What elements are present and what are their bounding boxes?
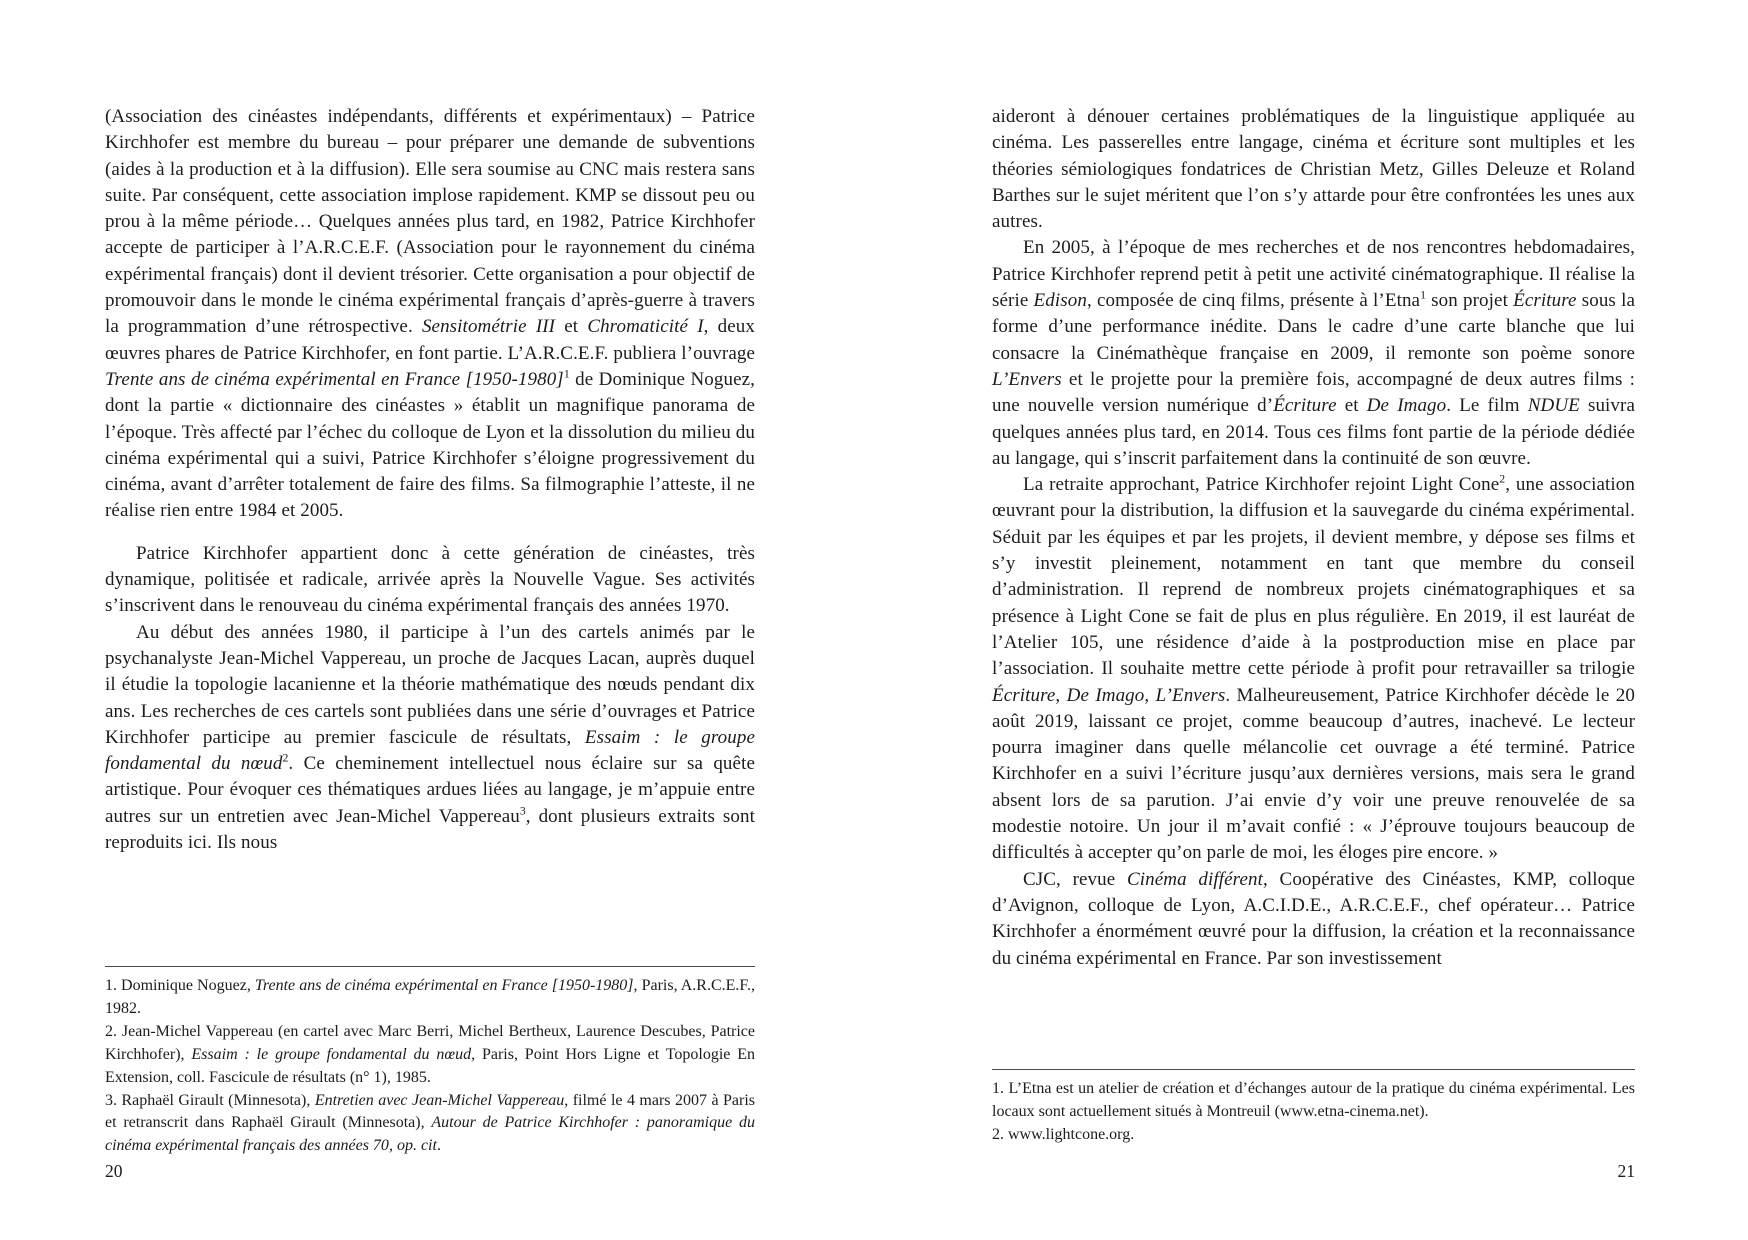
footnote: 3. Raphaël Girault (Minnesota), Entretien avec Jean-Michel Vappereau, filmé le 4 mars 2007 à Paris et retranscrit dans Raphaël Girault (Minnesota), Autour de Patrice Kirchhofer : panoramique du cinéma expérimental français des années 70, op. cit.: [105, 1091, 756, 1155]
page-number-left: 20: [105, 1161, 123, 1181]
paragraph: CJC, revue Cinéma différent, Coopérative des Cinéastes, KMP, colloque d’Avignon, colloque de Lyon, A.C.I.D.E., A.R.C.E.F., chef opérateur… Patrice Kirchhofer a énormément œuvré pour la diffusion, la création et la reconnaissance du cinéma expérimental en France. Par son investissement: [992, 868, 1635, 969]
paragraph: Patrice Kirchhofer appartient donc à cette génération de cinéastes, très dynamique, politisée et radicale, arrivée après la Nouvelle Vague. Ses activités s’inscrivent dans le renouveau du cinéma expérimental français des années 1970.: [105, 542, 755, 617]
paragraph: La retraite approchant, Patrice Kirchhofer rejoint Light Cone$^2$, une association œuvrant pour la distribution, la diffusion et la sauvegarde du cinéma expérimental. Séduit par les équipes et par les projets, il devient membre, y dépose ses films et s’y investit pleinement, notamment en tant que membre du conseil d’administration. Il reprend de nombreux projets cinématographiques et sa présence à Light Cone se fait de plus en plus régulière. En 2019, il est lauréat de l’Atelier 105, une résidence d’aide à la postproduction mise en place par l’association. Il souhaite mettre cette période à profit pour retravailler sa trilogie Écriture, De Imago, L’Envers. Malheureusement, Patrice Kirchhofer décède le 20 août 2019, laissant ce projet, comme beaucoup d’autres, inachevé. Le lecteur pourra imaginer dans quelle mélancolie cet ouvrage a été terminé. Patrice Kirchhofer en a suivi l’écriture jusqu’aux dernières versions, mais sera le grand absent lors de sa parution. J’ai envie d’y voir une preuve renouvelée de sa modestie notoire. Un jour il m’avait confié : « J’éprouve toujours beaucoup de difficultés à accepter qu’on parle de moi, les éloges pire encore. »: [992, 472, 1635, 864]
footnote-rule: [992, 1069, 1635, 1070]
footnote: 1. Dominique Noguez, Trente ans de cinéma expérimental en France [1950-1980], Paris, A.R.C.E.F., 1982.: [105, 977, 756, 1017]
footnote: 2. www.lightcone.org.: [992, 1125, 1135, 1143]
page-left-footnotes: [105, 966, 755, 1158]
footnote: 2. Jean-Michel Vappereau (en cartel avec Marc Berri, Michel Bertheux, Laurence Descubes, Patrice Kirchhofer), Essaim : le groupe fondamental du nœud, Paris, Point Hors Ligne et Topologie En Extension, coll. Fascicule de résultats (n° 1), 1985.: [105, 1022, 756, 1086]
page-left-body: [105, 104, 755, 856]
paragraph: aideront à dénouer certaines problématiques de la linguistique appliquée au cinéma. Les passerelles entre langage, cinéma et écriture sont multiples et les théories sémiologiques fondatrices de Christian Metz, Gilles Deleuze et Roland Barthes sur le sujet méritent que l’on s’y attarde pour être confrontées les unes aux autres.: [992, 106, 1635, 233]
paragraph: En 2005, à l’époque de mes recherches et de nos rencontres hebdomadaires, Patrice Kirchhofer reprend petit à petit une activité cinématographique. Il réalise la série Edison, composée de cinq films, présente à l’Etna$^1$ son projet Écriture sous la forme d’une performance inédite. Dans le cadre d’une carte blanche que lui consacre la Cinémathèque française en 2009, il remonte son poème sonore L’Envers et le projette pour la première fois, accompagné de deux autres films : une nouvelle version numérique d’Écriture et De Imago. Le film NDUE suivra quelques années plus tard, en 2014. Tous ces films font partie de la période dédiée au langage, qui s’inscrit parfaitement dans la continuité de son œuvre.: [992, 237, 1635, 469]
footnote-rule: [105, 966, 755, 967]
paragraph: Au début des années 1980, il participe à l’un des cartels animés par le psychanalyste Jean-Michel Vappereau, un proche de Jacques Lacan, auprès duquel il étudie la topologie lacanienne et la théorie mathématique des nœuds pendant dix ans. Les recherches de ces cartels sont publiées dans une série d’ouvrages et Patrice Kirchhofer participe au premier fascicule de résultats, Essaim : le groupe fondamental du nœud$^2$. Ce cheminement intellectuel nous éclaire sur sa quête artistique. Pour évoquer ces thématiques ardues liées au langage, je m’appuie entre autres sur un entretien avec Jean-Michel Vappereau$^3$, dont plusieurs extraits sont reproduits ici. Ils nous: [105, 621, 756, 854]
page-right-body: [992, 104, 1635, 972]
footnote: 1. L’Etna est un atelier de création et d’échanges autour de la pratique du cinéma expérimental. Les locaux sont actuellement situés à Montreuil (www.etna-cinema.net).: [992, 1080, 1635, 1120]
page-right-footnotes: [992, 1069, 1635, 1147]
paragraph: (Association des cinéastes indépendants, différents et expérimentaux) – Patrice Kirchhofer est membre du bureau – pour préparer une demande de subventions (aides à la production et à la diffusion). Elle sera soumise au CNC mais restera sans suite. Par conséquent, cette association implose rapidement. KMP se dissout peu ou prou à la même période… Quelques années plus tard, en 1982, Patrice Kirchhofer accepte de participer à l’A.R.C.E.F. (Association pour le rayonnement du cinéma expérimental français) dont il devient trésorier. Cette organisation a pour objectif de promouvoir dans le monde le cinéma expérimental français d’après-guerre à travers la programmation d’une rétrospective. Sensitométrie III et Chromaticité I, deux œuvres phares de Patrice Kirchhofer, en font partie. L’A.R.C.E.F. publiera l’ouvrage Trente ans de cinéma expérimental en France [1950-1980]$^1$ de Dominique Noguez, dont la partie « dictionnaire des cinéastes » établit un magnifique panorama de l’époque. Très affecté par l’échec du colloque de Lyon et la dissolution du milieu du cinéma expérimental qui a suivi, Patrice Kirchhofer s’éloigne progressivement du cinéma, avant d’arrêter totalement de faire des films. Sa filmographie l’atteste, il ne réalise rien entre 1984 et 2005.: [105, 106, 755, 522]
page-number-right: 21: [1617, 1161, 1635, 1181]
